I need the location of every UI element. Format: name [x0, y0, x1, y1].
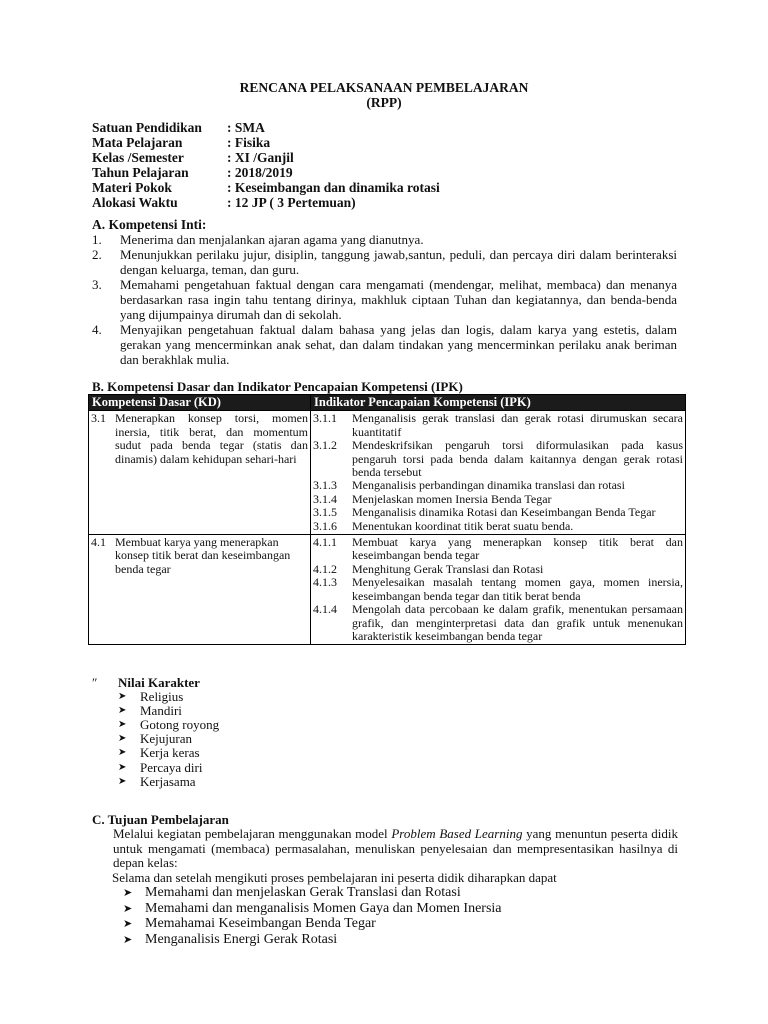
info-row — [92, 165, 440, 180]
list-item-text: Percaya diri — [140, 759, 203, 775]
goal-text: Memahami dan menjelaskan Gerak Translasi dan Rotasi — [145, 885, 461, 900]
ipk-text: Menganalisis perbandingan dinamika translasi dan rotasi — [352, 478, 625, 493]
list-item — [92, 247, 677, 277]
table-row — [89, 535, 686, 645]
list-item — [92, 775, 219, 789]
column-header-kd: Kompetensi Dasar (KD) — [89, 395, 311, 411]
goal-text: Memahamai Keseimbangan Benda Tegar — [145, 916, 376, 931]
arrow-right-icon: ➤ — [118, 733, 127, 745]
column-header-ipk: Indikator Pencapaian Kompetensi (IPK) — [311, 395, 686, 411]
ipk-item — [313, 493, 683, 506]
ipk-text: Membuat karya yang menerapkan konsep titik berat dan keseimbangan benda tegar — [352, 535, 683, 563]
ipk-number: 4.1.1 — [313, 535, 337, 550]
model-name: Problem Based Learning — [391, 826, 523, 841]
ipk-item — [313, 603, 683, 643]
ipk-item — [313, 576, 683, 603]
info-label: Kelas /Semester — [92, 150, 184, 165]
list-item-text: Religius — [140, 689, 184, 705]
info-value: : XI /Ganjil — [227, 150, 294, 165]
list-item — [92, 746, 219, 760]
ipk-number: 3.1.2 — [313, 438, 337, 453]
document-subtitle: (RPP) — [366, 95, 402, 110]
list-item-text: Mandiri — [140, 703, 182, 719]
paragraph-text: Melalui kegiatan pembelajaran menggunakan model — [113, 826, 392, 841]
tujuan-block — [113, 827, 678, 947]
item-number: 1. — [92, 232, 102, 247]
list-item — [113, 932, 678, 948]
info-value: : Fisika — [227, 135, 271, 150]
ipk-item — [313, 506, 683, 519]
info-row — [92, 195, 440, 210]
ipk-number: 4.1.4 — [313, 602, 337, 617]
nilai-karakter-title: Nilai Karakter — [118, 675, 200, 690]
ipk-item — [313, 536, 683, 563]
paragraph-text: yang menuntun peserta didik untuk mengamati (membaca) permasalahan, menuliskan penyelesaian dan mempresentasikan hasilnya di depan kelas: — [113, 826, 678, 870]
info-value: : Keseimbangan dan dinamika rotasi — [227, 180, 440, 195]
section-b-heading: B. Kompetensi Dasar dan Indikator Pencapaian Kompetensi (IPK) — [92, 379, 463, 394]
info-label: Materi Pokok — [92, 180, 172, 195]
item-text: Menerima dan menjalankan ajaran agama yang dianutnya. — [120, 232, 424, 247]
arrow-right-icon: ➤ — [118, 705, 127, 717]
goal-text: Menganalisis Energi Gerak Rotasi — [145, 931, 338, 947]
info-row — [92, 150, 440, 165]
kompetensi-inti-list — [92, 232, 677, 367]
nilai-karakter-block — [92, 676, 219, 789]
ipk-text: Menghitung Gerak Translasi dan Rotasi — [352, 561, 544, 576]
ipk-cell — [311, 411, 686, 535]
ipk-text: Menganalisis gerak translasi dan gerak rotasi dirumuskan secara kuantitatif — [352, 411, 683, 439]
info-value: : SMA — [227, 120, 265, 135]
list-item — [92, 704, 219, 718]
list-item — [113, 916, 678, 932]
list-item — [92, 718, 219, 732]
item-text: Menyajikan pengetahuan faktual dalam bahasa yang jelas dan logis, dalam karya yang estetis, dalam gerakan yang mencerminkan anak sehat, dan dalam tindakan yang mencerminkan perilaku anak beriman dan berakhlak mulia. — [120, 322, 677, 367]
info-row — [92, 180, 440, 195]
list-item-text: Kerjasama — [140, 773, 196, 789]
arrow-right-icon: ➤ — [123, 886, 133, 899]
item-text: Menunjukkan perilaku jujur, disiplin, tanggung jawab,santun, peduli, dan percaya diri dalam berinteraksi dengan keluarga, teman, dan guru. — [120, 247, 677, 277]
info-row — [92, 135, 440, 150]
list-item — [92, 732, 219, 746]
info-value: : 2018/2019 — [227, 165, 293, 180]
item-number: 4. — [92, 322, 102, 337]
list-item-text: Kejujuran — [140, 731, 192, 747]
quote-mark: ″ — [92, 675, 98, 690]
info-label: Mata Pelajaran — [92, 135, 183, 150]
goal-text: Memahami dan menganalisis Momen Gaya dan Momen Inersia — [145, 900, 502, 916]
kd-number: 3.1 — [91, 411, 106, 426]
item-number: 3. — [92, 277, 102, 292]
arrow-right-icon: ➤ — [118, 775, 127, 787]
list-item-text: Kerja keras — [140, 745, 200, 761]
arrow-right-icon: ➤ — [123, 917, 133, 930]
ipk-number: 3.1.5 — [313, 505, 337, 520]
ipk-number: 3.1.6 — [313, 518, 337, 533]
ipk-number: 3.1.3 — [313, 478, 337, 493]
ipk-number: 4.1.2 — [313, 561, 337, 576]
ipk-text: Mengolah data percobaan ke dalam grafik, menentukan persamaan grafik, dan menginterpretasi data dan grafik untuk menenukan karakteristik keseimbangan benda tegar — [352, 602, 683, 643]
kd-cell — [89, 535, 311, 645]
ipk-cell — [311, 535, 686, 645]
ipk-number: 4.1.3 — [313, 575, 337, 590]
kd-text: Menerapkan konsep torsi, momen inersia, titik berat, dan momentum sudut pada benda tegar (statis dan dinamis) dalam kehidupan sehari-hari — [115, 411, 308, 466]
item-text: Memahami pengetahuan faktual dengan cara mengamati (mendengar, melihat, membaca) dan menanya berdasarkan rasa ingin tahu tentang dirinya, makhluk ciptaan Tuhan dan kegiatannya, dan benda-benda yang dijumpainya dirumah dan di sekolah. — [120, 277, 677, 322]
arrow-right-icon: ➤ — [118, 747, 127, 759]
document-title: RENCANA PELAKSANAAN PEMBELAJARAN — [239, 80, 529, 95]
table-row — [89, 411, 686, 535]
list-item — [92, 277, 677, 322]
ipk-number: 3.1.4 — [313, 491, 337, 506]
ipk-item — [313, 412, 683, 439]
list-item — [113, 885, 678, 901]
arrow-right-icon: ➤ — [123, 901, 133, 915]
list-item-text: Gotong royong — [140, 717, 220, 733]
list-item — [92, 761, 219, 775]
identity-block — [92, 120, 440, 210]
tujuan-paragraph — [113, 827, 678, 871]
kd-number: 4.1 — [91, 535, 106, 550]
kd-ipk-table — [88, 394, 686, 645]
table-header-row — [89, 395, 686, 411]
info-label: Alokasi Waktu — [92, 195, 178, 210]
ipk-text: Menjelaskan momen Inersia Benda Tegar — [352, 491, 552, 506]
arrow-right-icon: ➤ — [118, 719, 127, 731]
ipk-item — [313, 563, 683, 576]
ipk-item — [313, 439, 683, 479]
info-label: Satuan Pendidikan — [92, 120, 202, 135]
arrow-right-icon: ➤ — [123, 932, 133, 946]
arrow-right-icon: ➤ — [118, 691, 127, 703]
ipk-number: 3.1.1 — [313, 411, 337, 426]
info-label: Tahun Pelajaran — [92, 165, 189, 180]
list-item — [113, 901, 678, 917]
nilai-karakter-heading — [92, 676, 219, 690]
list-item — [92, 690, 219, 704]
kd-text: Membuat karya yang menerapkan konsep titik berat dan keseimbangan benda tegar — [115, 535, 291, 576]
ipk-text: Menyelesaikan masalah tentang momen gaya, momen inersia, keseimbangan benda tegar dan titik berat benda — [352, 575, 683, 603]
ipk-item — [313, 520, 683, 533]
section-c-heading: C. Tujuan Pembelajaran — [92, 812, 229, 827]
arrow-right-icon: ➤ — [118, 761, 127, 773]
ipk-text: Mendeskrifsikan pengaruh torsi diformulasikan pada kasus pengaruh torsi pada benda dalam kaitannya dengan gerak rotasi benda tersebut — [352, 438, 683, 480]
ipk-item — [313, 479, 683, 492]
info-value: : 12 JP ( 3 Pertemuan) — [227, 195, 356, 210]
ipk-text: Menganalisis dinamika Rotasi dan Keseimbangan Benda Tegar — [352, 505, 656, 520]
item-number: 2. — [92, 247, 102, 262]
kd-cell — [89, 411, 311, 535]
section-a-heading: A. Kompetensi Inti: — [92, 217, 207, 232]
tujuan-paragraph-2: Selama dan setelah mengikuti proses pembelajaran ini peserta didik diharapkan dapat — [112, 869, 557, 885]
ipk-text: Menentukan koordinat titik berat suatu benda. — [352, 518, 574, 533]
info-row — [92, 120, 440, 135]
list-item — [92, 232, 677, 247]
list-item — [92, 322, 677, 367]
